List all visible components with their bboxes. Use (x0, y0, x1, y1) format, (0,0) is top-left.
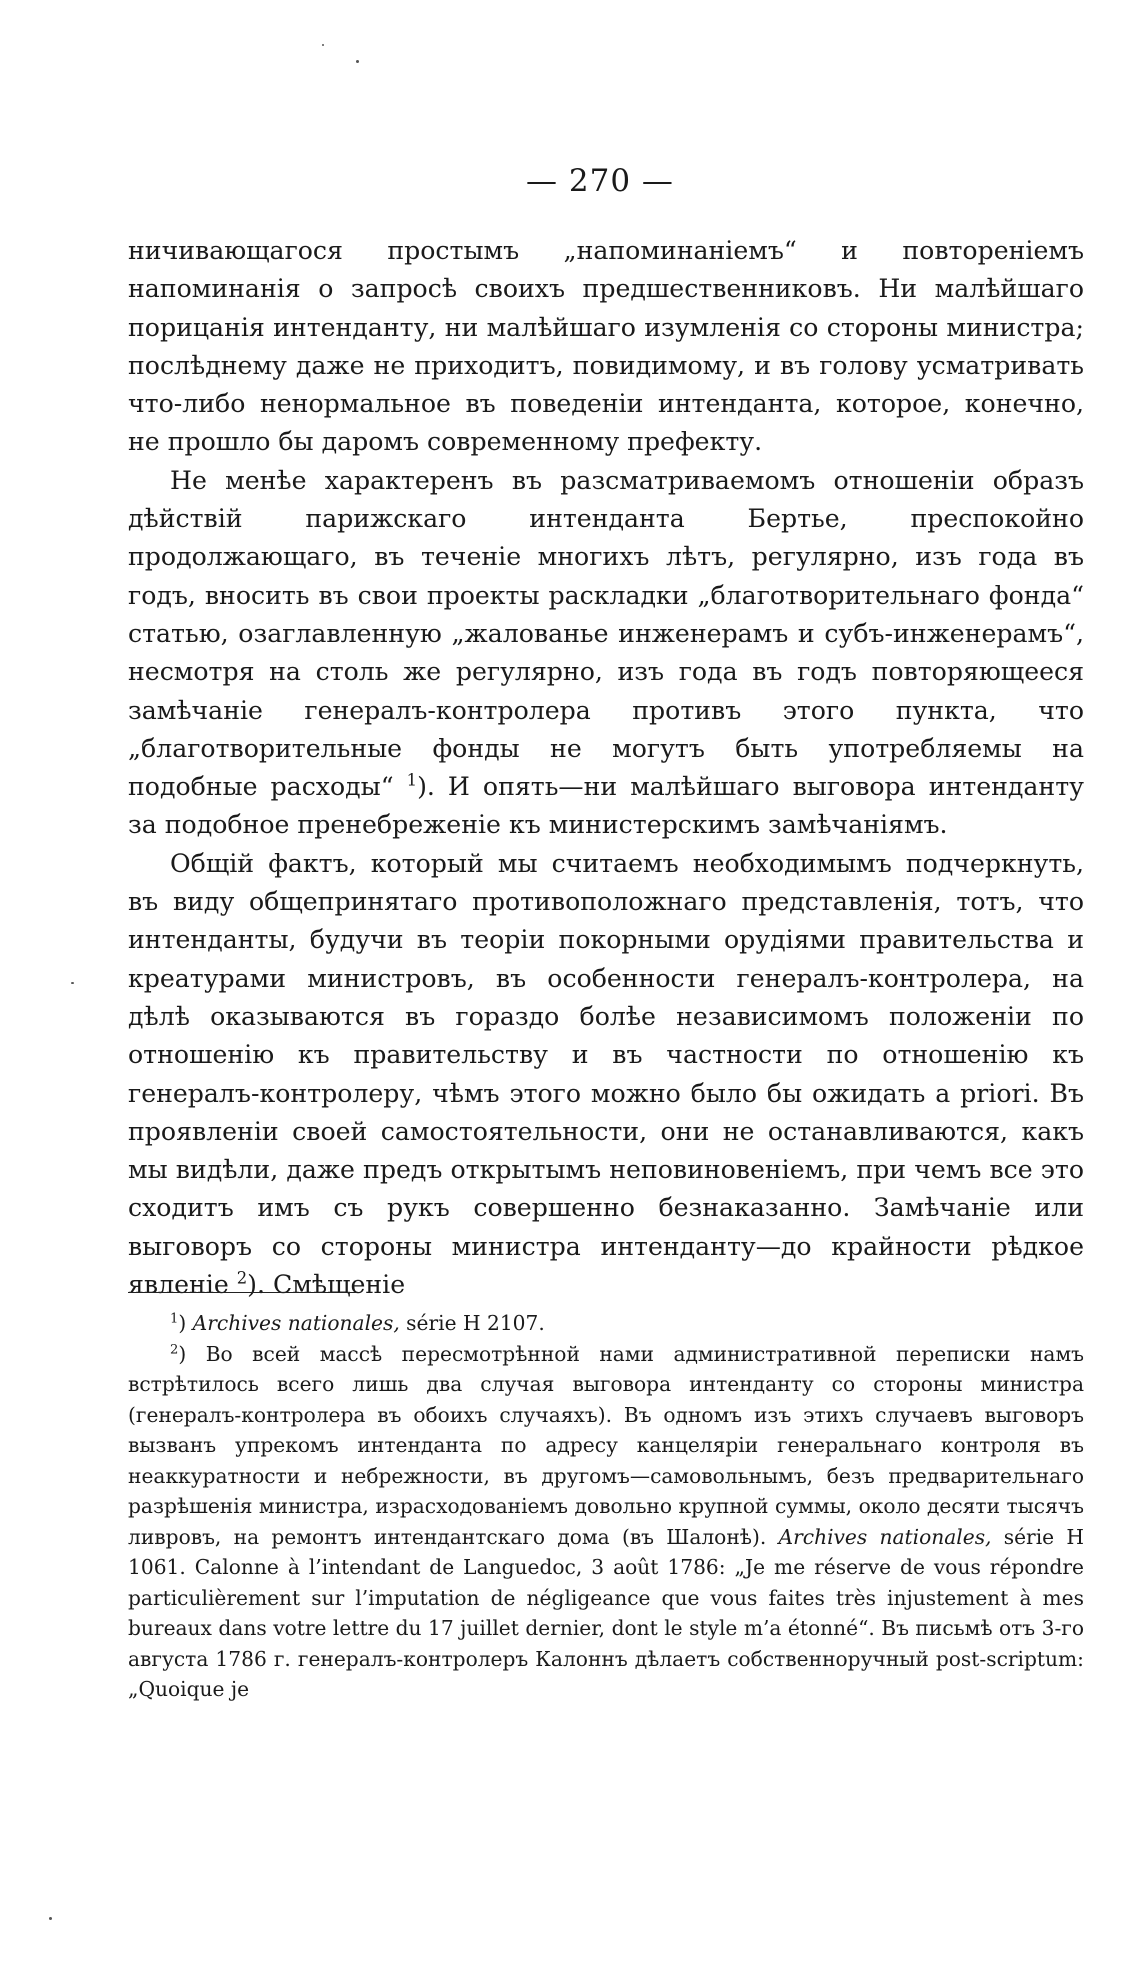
footnote-1-mark: 1 (170, 1311, 179, 1327)
paragraph-1-text: ничивающагося простымъ „напоминаніемъ“ и повтореніемъ напоминанія о запросѣ своихъ предшественниковъ. Ни малѣйшаго порицанія интенданту, ни малѣйшаго изумленія со стороны министра; послѣднему даже не приходитъ, повидимому, и въ голову усматривать что-либо ненормальное въ поведеніи интенданта, которое, конечно, не прошло бы даромъ современному префекту. (128, 236, 1084, 457)
footnote-2: $^2$) Во всей массѣ пересмотрѣнной нами административной переписки намъ встрѣтилось всего лишь два случая выговора интенданту со стороны министра (генералъ-контролера въ обоихъ случаяхъ). Въ одномъ изъ этихъ случаевъ выговоръ вызванъ упрекомъ интенданта по адресу канцеляріи генеральнаго контроля въ неаккуратности и небрежности, въ другомъ—самовольнымъ, безъ предварительнаго разрѣшенія министра, израсходованіемъ довольно крупной суммы, около десяти тысячъ ливровъ, на ремонтъ интендантскаго дома (въ Шалонѣ). Archives nationales, série H 1061. Calonne à l’intendant de Languedoc, 3 août 1786: „Je me réserve de vous répondre particulièrement sur l’imputation de négligeance que vous faites très injustement à mes bureaux dans votre lettre du 17 juillet dernier, dont le style m’a étonné“. Въ письмѣ отъ 3-го августа 1786 г. генералъ-контролеръ Калоннъ дѣлаетъ собственноручный post-scriptum: „Quoique je (128, 1341, 1084, 1701)
footnote-2-text-continued: série H 1061. Calonne à l’intendant de Languedoc, 3 août 1786: „Je me réserve de vous répondre particulièrement sur l’imputation de négligeance que vous faites très injustement à mes bureaux dans votre lettre du 17 juillet dernier, dont le style m’a étonné“. Въ письмѣ отъ 3-го августа 1786 г. генералъ-контролеръ Калоннъ дѣлаетъ собственноручный post-scriptum: „Quoique je (128, 1524, 1084, 1701)
footnote-1-text: série H 2107. (399, 1311, 545, 1335)
footnote-ref-1: 1 (406, 770, 418, 790)
paragraph-3-text: Общій фактъ, который мы считаемъ необходимымъ подчеркнуть, въ виду общепринятаго противоположнаго представленія, тотъ, что интенданты, будучи въ теоріи покорными орудіями правительства и креатурами министровъ, въ особенности генералъ-контролера, на дѣлѣ оказываются въ гораздо болѣе независимомъ положеніи по отношенію къ правительству и въ частности по отношенію къ генералъ-контролеру, чѣмъ этого можно было бы ожидать a priori. Въ проявленіи своей самостоятельности, они не останавливаются, какъ мы видѣли, даже предъ открытымъ неповиновеніемъ, при чемъ все это сходитъ имъ съ рукъ совершенно безнаказанно. Замѣчаніе или выговоръ со стороны министра интенданту—до крайности рѣдкое явленіе (128, 848, 1084, 1300)
scan-speck (71, 982, 74, 984)
page-number: — 270 — (526, 163, 674, 199)
paragraph-2-tail: . И опять—ни малѣйшаго выговора интенданту за подобное пренебреженіе къ министерскимъ замѣчаніямъ. (128, 772, 1084, 840)
body-text (128, 232, 1084, 1304)
scan-speck (322, 44, 324, 46)
footnote-2-source: Archives nationales, (778, 1524, 992, 1549)
scan-speck (356, 60, 359, 63)
footnote-ref-2: 2 (236, 1268, 248, 1288)
scan-speck (49, 1917, 52, 1920)
paragraph-2: Не менѣе характеренъ въ разсматриваемомъ отношеніи образъ дѣйствій парижскаго интенданта Бертье, преспокойно продолжающаго, въ теченіе многихъ лѣтъ, регулярно, изъ года въ годъ, вносить въ свои проекты раскладки „благотворительнаго фонда“ статью, озаглавленную „жалованье инженерамъ и субъ-инженерамъ“, несмотря на столь же регулярно, изъ года въ годъ повторяющееся замѣчаніе генералъ-контролера противъ этого пункта, что „благотворительные фонды не могутъ быть употребляемы на подобные расходы“ $^1$). И опять—ни малѣйшаго выговора интенданту за подобное пренебреженіе къ министерскимъ замѣчаніямъ. (128, 465, 1084, 840)
footnotes (128, 1308, 1084, 1705)
footnote-2-mark: 2 (170, 1341, 179, 1357)
paragraph-3-tail: . Смѣщеніе (257, 1270, 406, 1300)
footnote-1: $^1$) Archives nationales, série H 2107. (170, 1311, 545, 1335)
footnote-1-source: Archives nationales, (192, 1311, 400, 1335)
footnote-2-text: Во всей массѣ пересмотрѣнной нами административной переписки намъ встрѣтилось всего лишь два случая выговора интенданту со стороны министра (генералъ-контролера въ обоихъ случаяхъ). Въ одномъ изъ этихъ случаевъ выговоръ вызванъ упрекомъ интенданта по адресу канцеляріи генеральнаго контроля въ неаккуратности и небрежности, въ другомъ—самовольнымъ, безъ предварительнаго разрѣшенія министра, израсходованіемъ довольно крупной суммы, около десяти тысячъ ливровъ, на ремонтъ интендантскаго дома (въ Шалонѣ). (128, 1341, 1084, 1549)
footnote-divider (128, 1292, 356, 1293)
paragraph-1 (128, 232, 1084, 462)
paragraph-2-text: Не менѣе характеренъ въ разсматриваемомъ отношеніи образъ дѣйствій парижскаго интенданта Бертье, преспокойно продолжающаго, въ теченіе многихъ лѣтъ, регулярно, изъ года въ годъ, вносить въ свои проекты раскладки „благотворительнаго фонда“ статью, озаглавленную „жалованье инженерамъ и субъ-инженерамъ“, несмотря на столь же регулярно, изъ года въ годъ повторяющееся замѣчаніе генералъ-контролера противъ этого пункта, что „благотворительные фонды не могутъ быть употребляемы на подобные расходы“ (128, 465, 1084, 802)
paragraph-3: Общій фактъ, который мы считаемъ необходимымъ подчеркнуть, въ виду общепринятаго противоположнаго представленія, тотъ, что интенданты, будучи въ теоріи покорными орудіями правительства и креатурами министровъ, въ особенности генералъ-контролера, на дѣлѣ оказываются въ гораздо болѣе независимомъ положеніи по отношенію къ правительству и въ частности по отношенію къ генералъ-контролеру, чѣмъ этого можно было бы ожидать a priori. Въ проявленіи своей самостоятельности, они не останавливаются, какъ мы видѣли, даже предъ открытымъ неповиновеніемъ, при чемъ все это сходитъ имъ съ рукъ совершенно безнаказанно. Замѣчаніе или выговоръ со стороны министра интенданту—до крайности рѣдкое явленіе $^2$). Смѣщеніе (128, 848, 1084, 1300)
